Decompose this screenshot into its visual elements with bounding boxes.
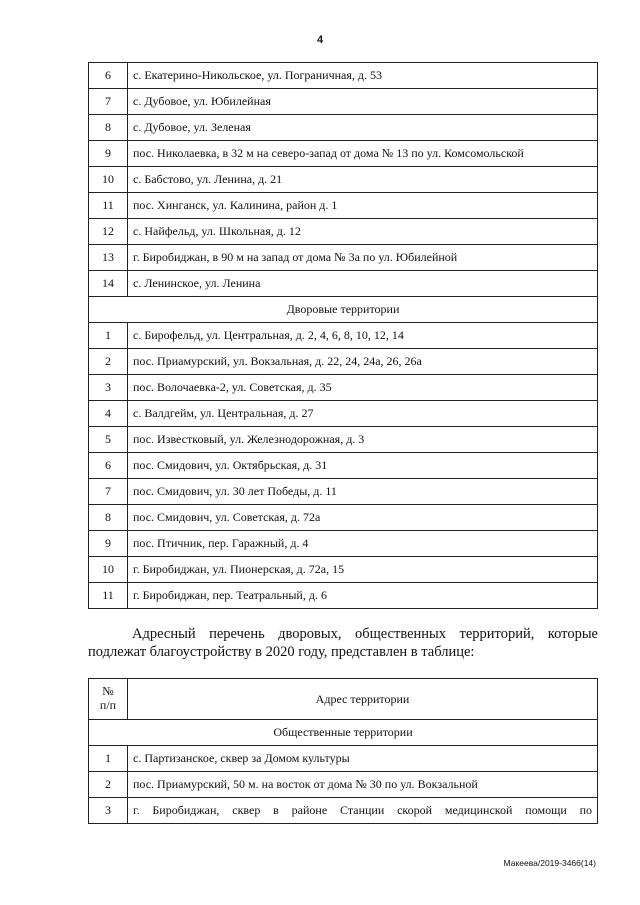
- paragraph-text: Адресный перечень дворовых, общественных территорий, которые подлежат благоустройству в 2020 году, представлен в таблице:: [88, 626, 598, 660]
- row-number: 2: [89, 772, 128, 798]
- row-address: г. Биробиджан, ул. Пионерская, д. 72а, 15: [128, 557, 598, 583]
- row-number: 7: [89, 89, 128, 115]
- row-address: пос. Приамурский, 50 м. на восток от дома № 30 по ул. Вокзальной: [128, 772, 598, 798]
- row-address: пос. Волочаевка-2, ул. Советская, д. 35: [128, 375, 598, 401]
- row-address: пос. Смидович, ул. Советская, д. 72а: [128, 505, 598, 531]
- table-row: [89, 219, 598, 245]
- table-row: [89, 427, 598, 453]
- row-address: с. Екатерино-Никольское, ул. Пограничная, д. 53: [128, 63, 598, 89]
- table-row: [89, 193, 598, 219]
- row-number: 5: [89, 427, 128, 453]
- row-number: 9: [89, 141, 128, 167]
- row-address: с. Бабстово, ул. Ленина, д. 21: [128, 167, 598, 193]
- table-row: [89, 401, 598, 427]
- table-row: [89, 772, 598, 798]
- header-num-symbol: №: [102, 684, 114, 699]
- table-row: [89, 115, 598, 141]
- table-row: [89, 375, 598, 401]
- row-number: 3: [89, 798, 128, 824]
- table-row: [89, 167, 598, 193]
- table-row: [89, 479, 598, 505]
- row-number: 3: [89, 375, 128, 401]
- row-address: с. Ленинское, ул. Ленина: [128, 271, 598, 297]
- row-address: пос. Николаевка, в 32 м на северо-запад от дома № 13 по ул. Комсомольской: [128, 141, 598, 167]
- row-number: 8: [89, 505, 128, 531]
- territories-table-continued: [88, 62, 598, 609]
- row-number: 9: [89, 531, 128, 557]
- row-number: 11: [89, 193, 128, 219]
- table-row: [89, 453, 598, 479]
- row-address: с. Валдгейм, ул. Центральная, д. 27: [128, 401, 598, 427]
- table-row: [89, 583, 598, 609]
- table-row: [89, 323, 598, 349]
- row-number: 10: [89, 557, 128, 583]
- row-number: 4: [89, 401, 128, 427]
- row-address: пос. Смидович, ул. 30 лет Победы, д. 11: [128, 479, 598, 505]
- row-address: с. Партизанское, сквер за Домом культуры: [128, 746, 598, 772]
- row-address: с. Дубовое, ул. Зеленая: [128, 115, 598, 141]
- row-number: 1: [89, 746, 128, 772]
- row-number: 6: [89, 63, 128, 89]
- row-number: 11: [89, 583, 128, 609]
- header-address: Адрес территории: [128, 679, 598, 720]
- section-row: [89, 297, 598, 323]
- section-title-public: Общественные территории: [89, 720, 598, 746]
- row-number: 7: [89, 479, 128, 505]
- intro-paragraph: [88, 625, 598, 661]
- row-number: 2: [89, 349, 128, 375]
- row-address: пос. Приамурский, ул. Вокзальная, д. 22, 24, 24а, 26, 26а: [128, 349, 598, 375]
- table-row: [89, 271, 598, 297]
- row-address: пос. Известковый, ул. Железнодорожная, д. 3: [128, 427, 598, 453]
- row-address: с. Бирофельд, ул. Центральная, д. 2, 4, 6, 8, 10, 12, 14: [128, 323, 598, 349]
- row-address: г. Биробиджан, пер. Театральный, д. 6: [128, 583, 598, 609]
- row-address: пос. Смидович, ул. Октябрьская, д. 31: [128, 453, 598, 479]
- table-header-row: [89, 679, 598, 720]
- table-row: [89, 746, 598, 772]
- row-number: 12: [89, 219, 128, 245]
- table-row: [89, 798, 598, 824]
- row-number: 6: [89, 453, 128, 479]
- row-address: пос. Птичник, пер. Гаражный, д. 4: [128, 531, 598, 557]
- section-title-yard: Дворовые территории: [89, 297, 598, 323]
- table-row: [89, 63, 598, 89]
- table-row: [89, 557, 598, 583]
- row-number: 14: [89, 271, 128, 297]
- row-number: 13: [89, 245, 128, 271]
- table-row: [89, 505, 598, 531]
- territories-2020-table: [88, 678, 598, 824]
- table-row: [89, 141, 598, 167]
- row-number: 8: [89, 115, 128, 141]
- page-number: 4: [316, 34, 324, 46]
- header-num-abbr: п/п: [99, 698, 117, 712]
- row-address: г. Биробиджан, сквер в районе Станции скорой медицинской помощи по: [128, 798, 598, 824]
- row-number: 10: [89, 167, 128, 193]
- row-number: 1: [89, 323, 128, 349]
- document-footer-code: Макеева/2019-3466(14): [503, 858, 596, 868]
- row-address: с. Найфельд, ул. Школьная, д. 12: [128, 219, 598, 245]
- row-address: с. Дубовое, ул. Юбилейная: [128, 89, 598, 115]
- table-row: [89, 89, 598, 115]
- row-address: г. Биробиджан, в 90 м на запад от дома № 3а по ул. Юбилейной: [128, 245, 598, 271]
- table-row: [89, 349, 598, 375]
- table-row: [89, 245, 598, 271]
- table-row: [89, 531, 598, 557]
- header-num: [89, 679, 128, 720]
- section-row: [89, 720, 598, 746]
- row-address: пос. Хинганск, ул. Калинина, район д. 1: [128, 193, 598, 219]
